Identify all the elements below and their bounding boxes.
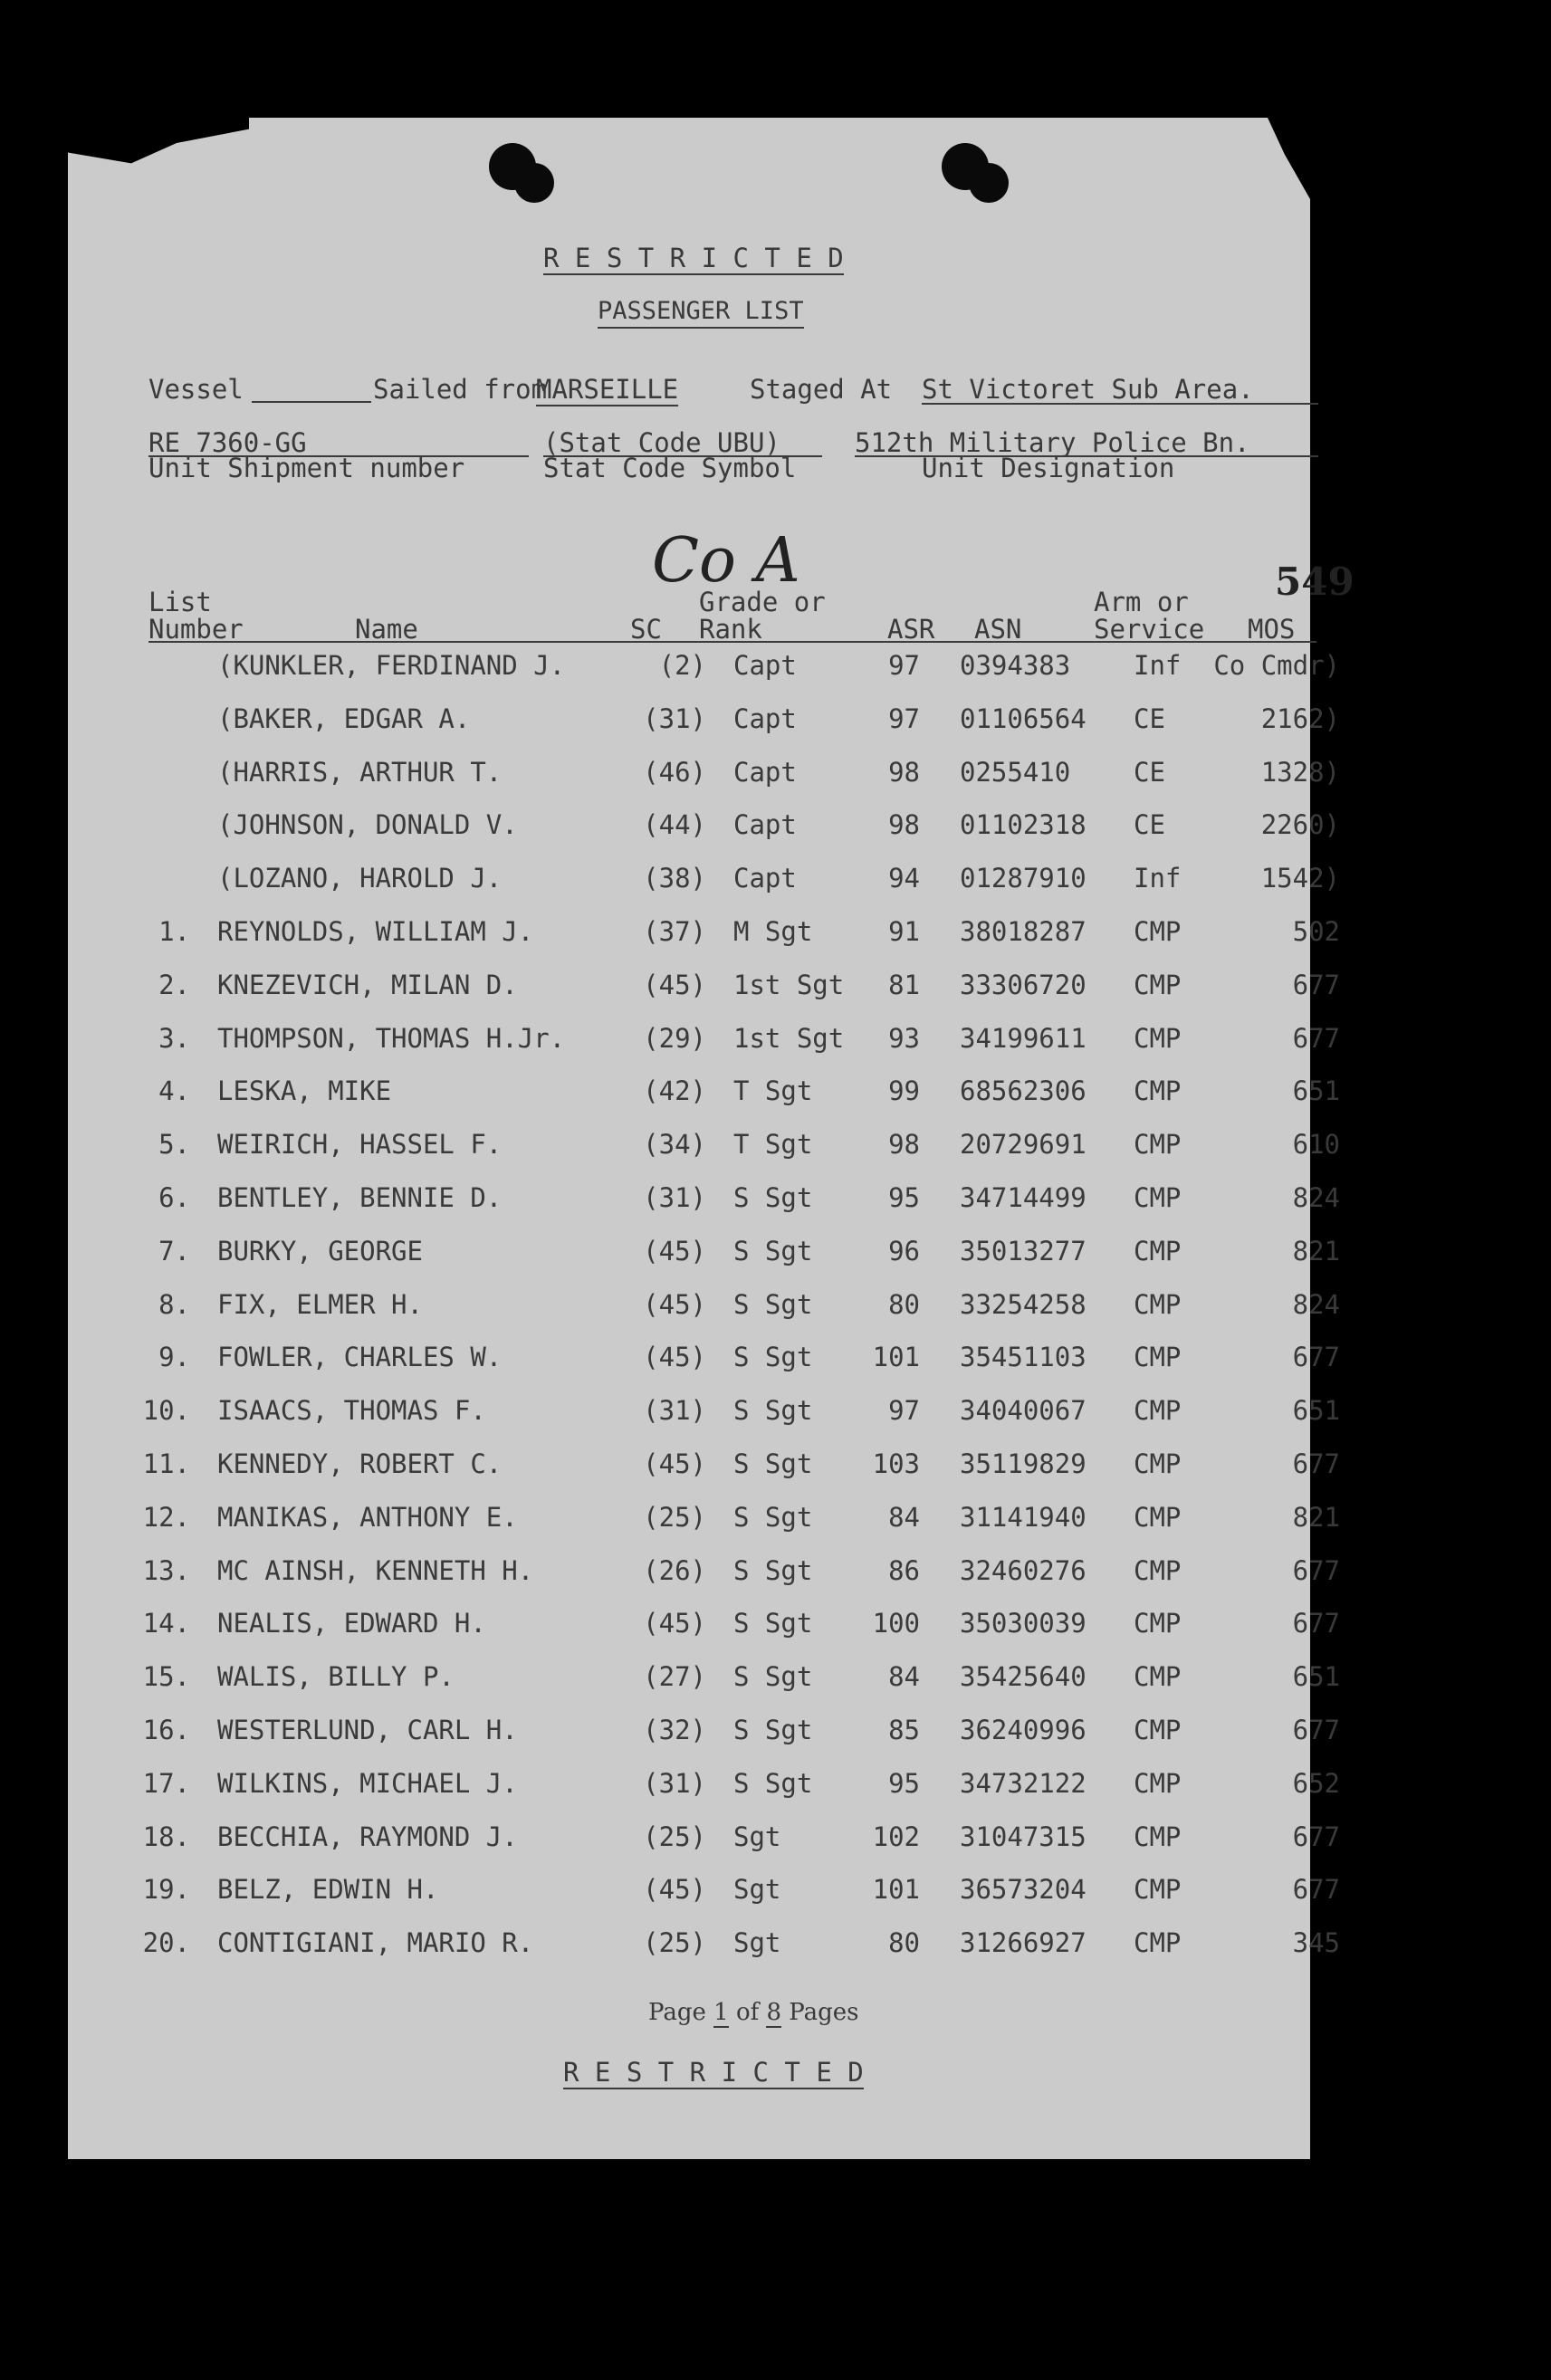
mos-code: 651	[1292, 1395, 1340, 1426]
col-name: Name	[355, 614, 418, 645]
col-mos: MOS	[1248, 614, 1296, 645]
service-code: (26)	[643, 1555, 706, 1586]
arm-service: CE	[1134, 809, 1165, 840]
grade-rank: Sgt	[733, 1821, 781, 1852]
grade-rank: S Sgt	[733, 1715, 813, 1745]
col-grade-2: Rank	[699, 614, 762, 645]
mos-code: 677	[1292, 1715, 1340, 1745]
passenger-name: CONTIGIANI, MARIO R.	[217, 1927, 534, 1958]
asr-score: 99	[888, 1075, 920, 1106]
grade-rank: S Sgt	[733, 1608, 813, 1639]
service-code: (45)	[643, 1236, 706, 1266]
serial-number: 20729691	[960, 1129, 1087, 1160]
arm-service: CMP	[1134, 1821, 1182, 1852]
list-number: 10.	[142, 1395, 190, 1426]
passenger-name: KENNEDY, ROBERT C.	[217, 1448, 503, 1479]
list-number: 20.	[142, 1927, 190, 1958]
asr-score: 93	[888, 1023, 920, 1054]
arm-service: CE	[1134, 757, 1165, 788]
passenger-name: (HARRIS, ARTHUR T.	[217, 757, 503, 788]
asr-score: 94	[888, 863, 920, 894]
serial-number: 31141940	[960, 1502, 1087, 1533]
service-code: (25)	[643, 1821, 706, 1852]
passenger-name: MC AINSH, KENNETH H.	[217, 1555, 534, 1586]
arm-service: CMP	[1134, 1608, 1182, 1639]
arm-service: CE	[1134, 703, 1165, 734]
grade-rank: S Sgt	[733, 1289, 813, 1320]
handwritten-company: Co A	[652, 525, 800, 597]
arm-service: CMP	[1134, 1927, 1182, 1958]
arm-service: CMP	[1134, 1555, 1182, 1586]
asr-score: 91	[888, 916, 920, 947]
service-code: (27)	[643, 1661, 706, 1692]
asr-score: 80	[888, 1927, 920, 1958]
list-number: 3.	[158, 1023, 190, 1054]
arm-service: CMP	[1134, 970, 1182, 1000]
list-number: 14.	[142, 1608, 190, 1639]
mos-code: 651	[1292, 1661, 1340, 1692]
vessel-blank	[252, 401, 371, 403]
serial-number: 35030039	[960, 1608, 1087, 1639]
service-code: (2)	[658, 650, 706, 681]
grade-rank: M Sgt	[733, 916, 813, 947]
asr-score: 97	[888, 1395, 920, 1426]
serial-number: 01102318	[960, 809, 1087, 840]
punch-hole	[514, 163, 554, 203]
mos-code: 821	[1292, 1236, 1340, 1266]
passenger-name: BECCHIA, RAYMOND J.	[217, 1821, 518, 1852]
asr-score: 98	[888, 809, 920, 840]
mos-code: 1328)	[1260, 757, 1340, 788]
service-code: (38)	[643, 863, 706, 894]
col-asr: ASR	[887, 614, 935, 645]
arm-service: CMP	[1134, 1342, 1182, 1372]
sailed-from-value: MARSEILLE	[536, 374, 679, 405]
stat-code-label: Stat Code Symbol	[543, 453, 797, 483]
grade-rank: S Sgt	[733, 1768, 813, 1799]
arm-service: CMP	[1134, 1023, 1182, 1054]
arm-service: CMP	[1134, 1289, 1182, 1320]
arm-service: Inf	[1134, 863, 1182, 894]
handwritten-number: 549	[1275, 559, 1355, 604]
mos-code: 677	[1292, 1555, 1340, 1586]
serial-number: 33306720	[960, 970, 1087, 1000]
arm-service: CMP	[1134, 1661, 1182, 1692]
asr-score: 98	[888, 757, 920, 788]
grade-rank: S Sgt	[733, 1342, 813, 1372]
serial-number: 34199611	[960, 1023, 1087, 1054]
list-number: 15.	[142, 1661, 190, 1692]
arm-service: CMP	[1134, 1236, 1182, 1266]
serial-number: 35119829	[960, 1448, 1087, 1479]
serial-number: 34714499	[960, 1182, 1087, 1213]
grade-rank: 1st Sgt	[733, 970, 845, 1000]
service-code: (45)	[643, 1289, 706, 1320]
mos-code: 677	[1292, 1821, 1340, 1852]
serial-number: 36573204	[960, 1874, 1087, 1905]
passenger-name: BURKY, GEORGE	[217, 1236, 423, 1266]
header-rule	[148, 641, 1316, 643]
list-number: 18.	[142, 1821, 190, 1852]
list-number: 6.	[158, 1182, 190, 1213]
asr-score: 98	[888, 1129, 920, 1160]
list-number: 12.	[142, 1502, 190, 1533]
service-code: (31)	[643, 1182, 706, 1213]
asr-score: 95	[888, 1768, 920, 1799]
passenger-name: THOMPSON, THOMAS H.Jr.	[217, 1023, 566, 1054]
passenger-name: BENTLEY, BENNIE D.	[217, 1182, 503, 1213]
service-code: (25)	[643, 1927, 706, 1958]
document-title: PASSENGER LIST	[598, 296, 804, 329]
serial-number: 35425640	[960, 1661, 1087, 1692]
mos-code: 824	[1292, 1289, 1340, 1320]
col-grade-1: Grade or	[699, 587, 826, 617]
service-code: (32)	[643, 1715, 706, 1745]
asr-score: 84	[888, 1502, 920, 1533]
asr-score: 101	[872, 1342, 920, 1372]
grade-rank: S Sgt	[733, 1182, 813, 1213]
page-total: 8	[766, 1999, 782, 2026]
pages-label: Pages	[789, 1999, 859, 2026]
passenger-name: MANIKAS, ANTHONY E.	[217, 1502, 518, 1533]
passenger-name: (KUNKLER, FERDINAND J.	[217, 650, 566, 681]
page-indicator	[648, 1997, 859, 2028]
service-code: (31)	[643, 703, 706, 734]
col-arm-2: Service	[1094, 614, 1205, 645]
list-number: 17.	[142, 1768, 190, 1799]
passenger-name: NEALIS, EDWARD H.	[217, 1608, 486, 1639]
serial-number: 32460276	[960, 1555, 1087, 1586]
list-number: 1.	[158, 916, 190, 947]
page-label: Page	[648, 1999, 706, 2026]
asr-score: 81	[888, 970, 920, 1000]
serial-number: 35013277	[960, 1236, 1087, 1266]
serial-number: 33254258	[960, 1289, 1087, 1320]
stat-code: (Stat Code UBU)	[543, 427, 780, 458]
col-arm-1: Arm or	[1094, 587, 1189, 617]
service-code: (45)	[643, 1448, 706, 1479]
grade-rank: Capt	[733, 703, 797, 734]
mos-code: 502	[1292, 916, 1340, 947]
asr-score: 85	[888, 1715, 920, 1745]
shipment-number: RE 7360-GG	[148, 427, 307, 458]
service-code: (45)	[643, 1608, 706, 1639]
grade-rank: T Sgt	[733, 1075, 813, 1106]
asr-score: 102	[872, 1821, 920, 1852]
serial-number: 68562306	[960, 1075, 1087, 1106]
mos-code: 652	[1292, 1768, 1340, 1799]
shipment-rule	[148, 455, 529, 457]
mos-code: 651	[1292, 1075, 1340, 1106]
passenger-name: WESTERLUND, CARL H.	[217, 1715, 518, 1745]
asr-score: 103	[872, 1448, 920, 1479]
grade-rank: Sgt	[733, 1927, 781, 1958]
staged-at-value: St Victoret Sub Area.	[922, 374, 1254, 405]
mos-code: 345	[1292, 1927, 1340, 1958]
grade-rank: Capt	[733, 650, 797, 681]
list-number: 13.	[142, 1555, 190, 1586]
asr-score: 97	[888, 650, 920, 681]
col-sc: SC	[630, 614, 662, 645]
grade-rank: S Sgt	[733, 1236, 813, 1266]
mos-code: 677	[1292, 1023, 1340, 1054]
passenger-name: FIX, ELMER H.	[217, 1289, 423, 1320]
service-code: (44)	[643, 809, 706, 840]
mos-code: 610	[1292, 1129, 1340, 1160]
staged-at-underline	[922, 403, 1318, 405]
unit-rule	[855, 455, 1318, 457]
service-code: (42)	[643, 1075, 706, 1106]
mos-code: 677	[1292, 970, 1340, 1000]
asr-score: 80	[888, 1289, 920, 1320]
sailed-from-label: Sailed from	[373, 374, 548, 405]
arm-service: CMP	[1134, 1874, 1182, 1905]
arm-service: CMP	[1134, 1129, 1182, 1160]
grade-rank: S Sgt	[733, 1448, 813, 1479]
mos-code: 2260)	[1260, 809, 1340, 840]
service-code: (34)	[643, 1129, 706, 1160]
mos-code: 2162)	[1260, 703, 1340, 734]
list-number: 7.	[158, 1236, 190, 1266]
passenger-name: (JOHNSON, DONALD V.	[217, 809, 518, 840]
staged-at-label: Staged At	[750, 374, 893, 405]
punch-hole	[969, 163, 1009, 203]
grade-rank: S Sgt	[733, 1661, 813, 1692]
list-number: 4.	[158, 1075, 190, 1106]
vessel-label: Vessel	[148, 374, 244, 405]
asr-score: 101	[872, 1874, 920, 1905]
asr-score: 100	[872, 1608, 920, 1639]
serial-number: 31047315	[960, 1821, 1087, 1852]
asr-score: 96	[888, 1236, 920, 1266]
passenger-name: ISAACS, THOMAS F.	[217, 1395, 486, 1426]
service-code: (46)	[643, 757, 706, 788]
serial-number: 38018287	[960, 916, 1087, 947]
grade-rank: Sgt	[733, 1874, 781, 1905]
unit-designation-label: Unit Designation	[922, 453, 1175, 483]
of-label: of	[735, 1999, 760, 2026]
list-number: 8.	[158, 1289, 190, 1320]
mos-code: 824	[1292, 1182, 1340, 1213]
restricted-heading: R E S T R I C T E D	[543, 243, 844, 273]
grade-rank: T Sgt	[733, 1129, 813, 1160]
grade-rank: S Sgt	[733, 1395, 813, 1426]
service-code: (25)	[643, 1502, 706, 1533]
arm-service: CMP	[1134, 1075, 1182, 1106]
mos-code: 821	[1292, 1502, 1340, 1533]
grade-rank: Capt	[733, 757, 797, 788]
passenger-name: KNEZEVICH, MILAN D.	[217, 970, 518, 1000]
col-list-1: List	[148, 587, 212, 617]
passenger-name: WEIRICH, HASSEL F.	[217, 1129, 503, 1160]
grade-rank: S Sgt	[733, 1555, 813, 1586]
service-code: (37)	[643, 916, 706, 947]
serial-number: 01287910	[960, 863, 1087, 894]
mos-code: Co Cmdr)	[1213, 650, 1340, 681]
restricted-footer: R E S T R I C T E D	[563, 2057, 864, 2088]
arm-service: CMP	[1134, 916, 1182, 947]
mos-code: 677	[1292, 1448, 1340, 1479]
mos-code: 677	[1292, 1342, 1340, 1372]
asr-score: 97	[888, 703, 920, 734]
page-number: 1	[713, 1999, 729, 2026]
service-code: (31)	[643, 1768, 706, 1799]
serial-number: 36240996	[960, 1715, 1087, 1745]
arm-service: CMP	[1134, 1768, 1182, 1799]
passenger-name: BELZ, EDWIN H.	[217, 1874, 439, 1905]
arm-service: Inf	[1134, 650, 1182, 681]
passenger-name: (LOZANO, HAROLD J.	[217, 863, 503, 894]
serial-number: 31266927	[960, 1927, 1087, 1958]
list-number: 2.	[158, 970, 190, 1000]
asr-score: 95	[888, 1182, 920, 1213]
col-asn: ASN	[974, 614, 1022, 645]
shipment-number-label: Unit Shipment number	[148, 453, 465, 483]
arm-service: CMP	[1134, 1448, 1182, 1479]
arm-service: CMP	[1134, 1502, 1182, 1533]
passenger-name: WALIS, BILLY P.	[217, 1661, 455, 1692]
mos-code: 1542)	[1260, 863, 1340, 894]
arm-service: CMP	[1134, 1715, 1182, 1745]
mos-code: 677	[1292, 1608, 1340, 1639]
asr-score: 86	[888, 1555, 920, 1586]
list-number: 9.	[158, 1342, 190, 1372]
list-number: 19.	[142, 1874, 190, 1905]
serial-number: 0255410	[960, 757, 1071, 788]
passenger-name: WILKINS, MICHAEL J.	[217, 1768, 518, 1799]
unit-designation: 512th Military Police Bn.	[855, 427, 1250, 458]
passenger-name: (BAKER, EDGAR A.	[217, 703, 471, 734]
serial-number: 01106564	[960, 703, 1087, 734]
stat-code-rule	[543, 455, 822, 457]
grade-rank: 1st Sgt	[733, 1023, 845, 1054]
grade-rank: S Sgt	[733, 1502, 813, 1533]
passenger-name: FOWLER, CHARLES W.	[217, 1342, 503, 1372]
list-number: 16.	[142, 1715, 190, 1745]
passenger-name: REYNOLDS, WILLIAM J.	[217, 916, 534, 947]
serial-number: 34732122	[960, 1768, 1087, 1799]
grade-rank: Capt	[733, 863, 797, 894]
asr-score: 84	[888, 1661, 920, 1692]
service-code: (29)	[643, 1023, 706, 1054]
service-code: (31)	[643, 1395, 706, 1426]
service-code: (45)	[643, 970, 706, 1000]
grade-rank: Capt	[733, 809, 797, 840]
list-number: 11.	[142, 1448, 190, 1479]
mos-code: 677	[1292, 1874, 1340, 1905]
service-code: (45)	[643, 1342, 706, 1372]
arm-service: CMP	[1134, 1182, 1182, 1213]
serial-number: 35451103	[960, 1342, 1087, 1372]
col-list-2: Number	[148, 614, 244, 645]
serial-number: 0394383	[960, 650, 1071, 681]
serial-number: 34040067	[960, 1395, 1087, 1426]
service-code: (45)	[643, 1874, 706, 1905]
arm-service: CMP	[1134, 1395, 1182, 1426]
list-number: 5.	[158, 1129, 190, 1160]
passenger-name: LESKA, MIKE	[217, 1075, 392, 1106]
